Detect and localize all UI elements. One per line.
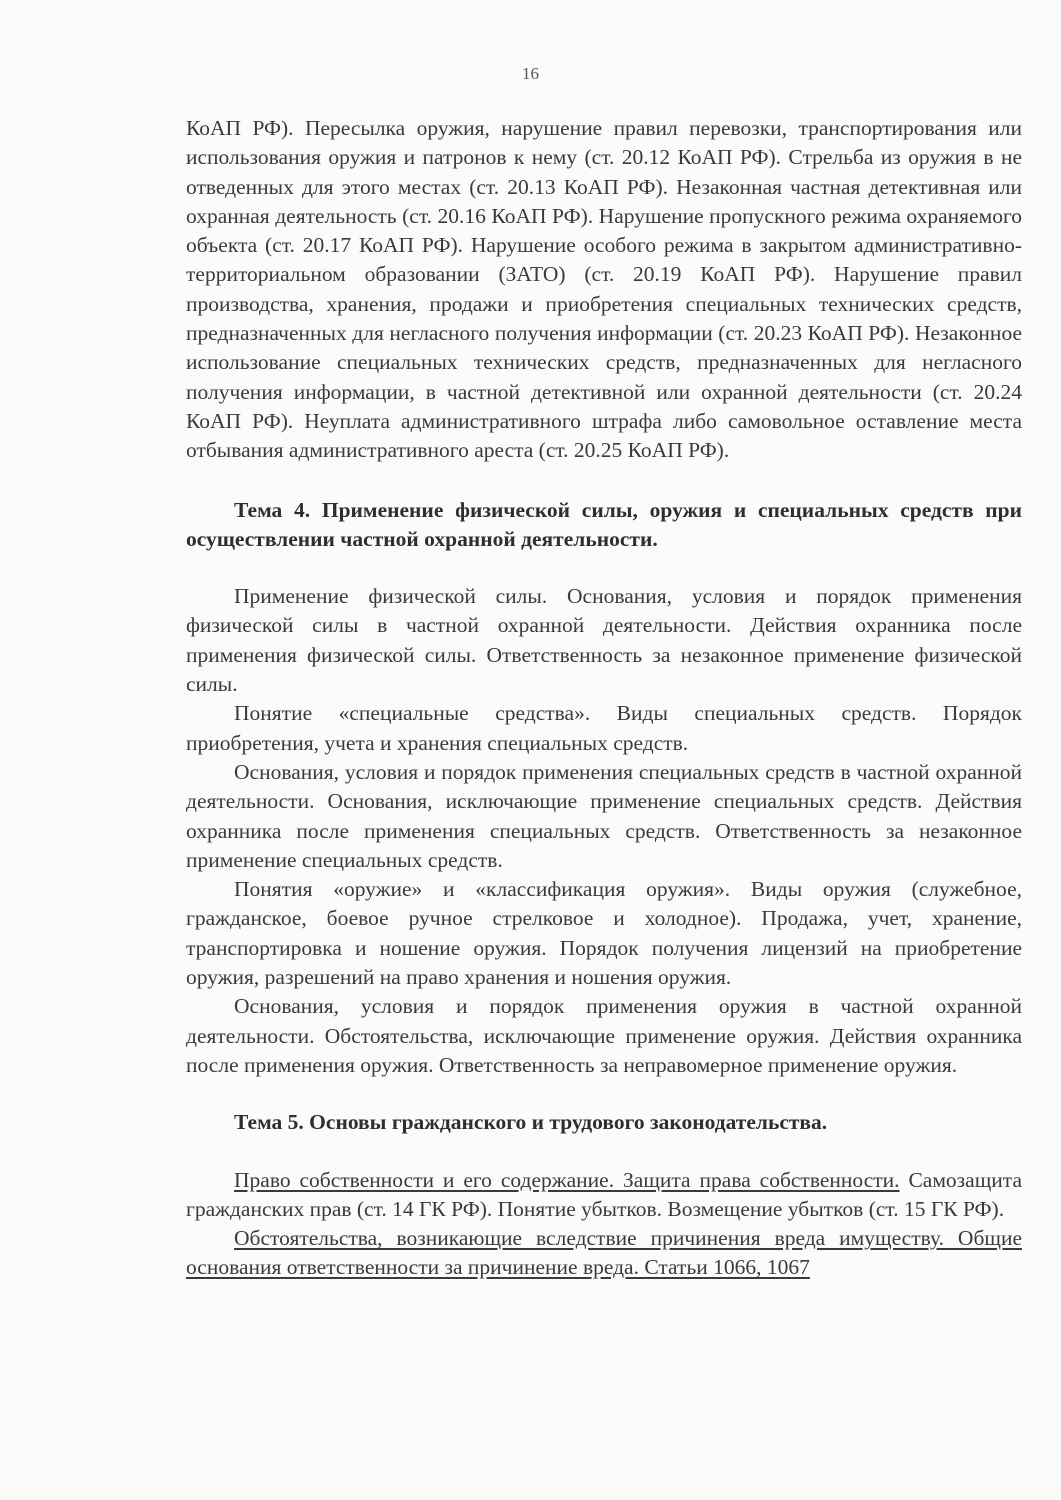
document-body bbox=[186, 114, 1022, 1283]
spacer bbox=[186, 554, 1022, 582]
underlined-text: Право собственности и его содержание. Защита права собственности. bbox=[234, 1167, 900, 1192]
spacer bbox=[186, 1138, 1022, 1166]
underlined-text: Обстоятельства, возникающие вследствие причинения вреда имуществу. Общие основания ответственности за причинение вреда. Статьи 1066, 1067 bbox=[186, 1226, 1022, 1280]
topic-5-paragraph bbox=[186, 1224, 1022, 1283]
paragraph-text: Самозащита гражданских прав (ст. 14 ГК РФ). Понятие убытков. Возмещение убытков (ст. 15 ГК РФ). bbox=[186, 1167, 1022, 1221]
spacer bbox=[186, 1080, 1022, 1108]
topic-4-heading: Тема 4. Применение физической силы, оружия и специальных средств при осуществлении частной охранной деятельности. bbox=[186, 497, 1022, 551]
topic-4-paragraph: Понятие «специальные средства». Виды специальных средств. Порядок приобретения, учета и хранения специальных средств. bbox=[186, 701, 1022, 755]
topic-4-paragraph: Понятия «оружие» и «классификация оружия». Виды оружия (служебное, гражданское, боевое ручное стрелковое и холодное). Продажа, учет, хранение, транспортировка и ношение оружия. Порядок получения лицензий на приобретение оружия, разрешений на право хранения и ношения оружия. bbox=[186, 877, 1022, 990]
topic-5-paragraph bbox=[186, 1166, 1022, 1225]
spacer bbox=[186, 466, 1022, 496]
intro-paragraph: КоАП РФ). Пересылка оружия, нарушение правил перевозки, транспортирования или использования оружия и патронов к нему (ст. 20.12 КоАП РФ). Стрельба из оружия в не отведенных для этого местах (ст. 20.13 КоАП РФ). Незаконная частная детективная или охранная деятельность (ст. 20.16 КоАП РФ). Нарушение пропускного режима охраняемого объекта (ст. 20.17 КоАП РФ). Нарушение особого режима в закрытом административно-территориальном образовании (ЗАТО) (ст. 20.19 КоАП РФ). Нарушение правил производства, хранения, продажи и приобретения специальных технических средств, предназначенных для негласного получения информации (ст. 20.23 КоАП РФ). Незаконное использование специальных технических средств, предназначенных для негласного получения информации, в частной детективной или охранной деятельности (ст. 20.24 КоАП РФ). Неуплата административного штрафа либо самовольное оставление места отбывания административного ареста (ст. 20.25 КоАП РФ). bbox=[186, 116, 1022, 463]
page-number: 16 bbox=[522, 64, 539, 83]
topic-5-heading: Тема 5. Основы гражданского и трудового законодательства. bbox=[234, 1110, 828, 1135]
topic-4-paragraph: Применение физической силы. Основания, условия и порядок применения физической силы в частной охранной деятельности. Действия охранника после применения физической силы. Ответственность за незаконное применение физической силы. bbox=[186, 584, 1022, 697]
topic-4-paragraph: Основания, условия и порядок применения специальных средств в частной охранной деятельности. Основания, исключающие применение специальных средств. Действия охранника после применения специальных средств. Ответственность за незаконное применение специальных средств. bbox=[186, 759, 1022, 872]
topic-4-paragraph: Основания, условия и порядок применения оружия в частной охранной деятельности. Обстоятельства, исключающие применение оружия. Действия охранника после применения оружия. Ответственность за неправомерное применение оружия. bbox=[186, 994, 1022, 1077]
